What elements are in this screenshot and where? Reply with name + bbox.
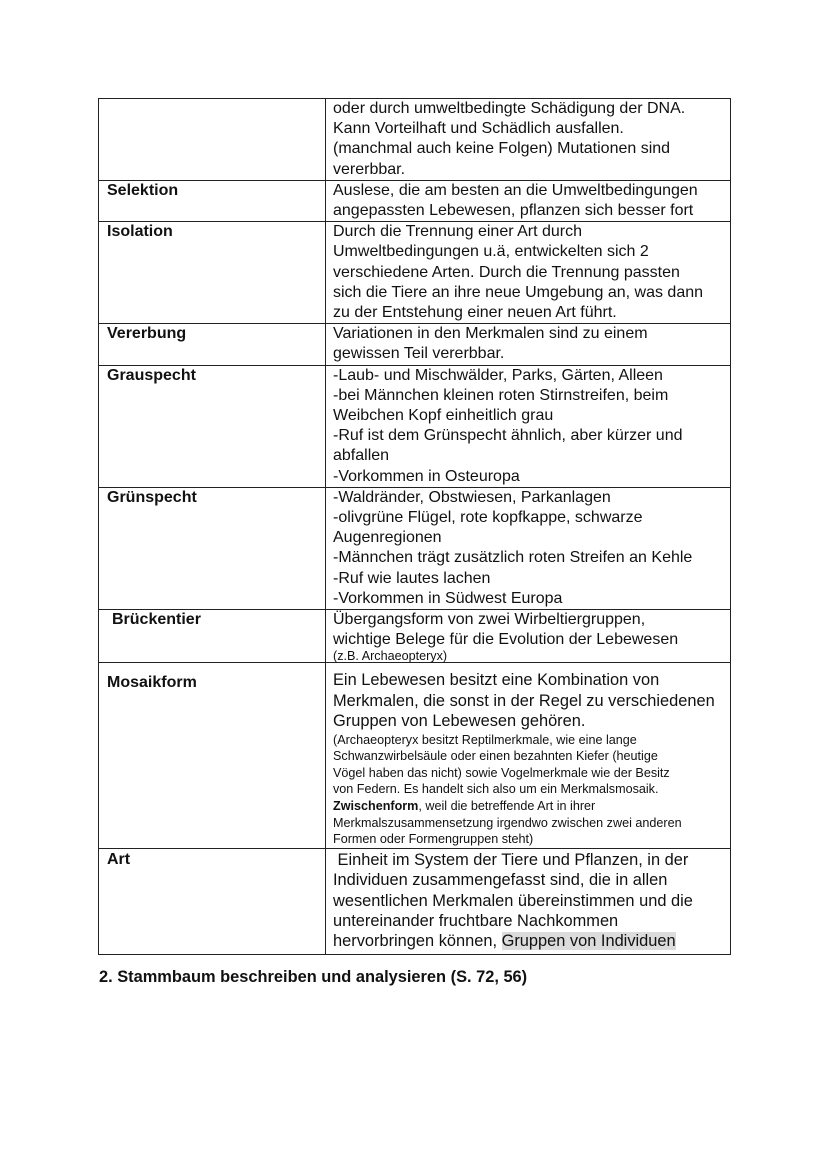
- definition-line: oder durch umweltbedingte Schädigung der DNA.: [333, 100, 686, 117]
- definition-line: -olivgrüne Flügel, rote kopfkappe, schwarze: [333, 509, 643, 527]
- definition-cell: [326, 99, 731, 181]
- definition-line: abfallen: [333, 447, 390, 465]
- definition-line: -Ruf wie lautes lachen: [333, 569, 491, 587]
- definition-line: Weibchen Kopf einheitlich grau: [333, 407, 554, 425]
- definition-line: [333, 931, 726, 951]
- term-cell: Grünspecht: [99, 487, 326, 609]
- definition-line: (manchmal auch keine Folgen) Mutationen sind: [333, 140, 671, 158]
- definition-line: -Männchen trägt zusätzlich roten Streifen an Kehle: [333, 549, 693, 567]
- definition-note-line: Schwanzwirbelsäule oder einen bezahnten Kiefer (heutige: [333, 749, 658, 764]
- note-text: , weil die betreffende Art in ihrer: [418, 799, 596, 814]
- definition-line: angepassten Lebewesen, pflanzen sich besser fort: [333, 202, 694, 220]
- term-cell: Mosaikform: [99, 663, 326, 848]
- definition-cell: [326, 222, 731, 324]
- definition-note-line: (z.B. Archaeopteryx): [333, 649, 448, 664]
- glossary-table: [98, 98, 731, 955]
- definition-line: -Waldränder, Obstwiesen, Parkanlagen: [333, 488, 611, 506]
- definition-line: Durch die Trennung einer Art durch: [333, 223, 583, 241]
- term-cell: Vererbung: [99, 324, 326, 365]
- definition-cell: [326, 610, 731, 663]
- line-text: hervorbringen können,: [333, 932, 502, 951]
- definition-line: -bei Männchen kleinen roten Stirnstreifen, beim: [333, 386, 669, 404]
- definition-note-line: [333, 798, 726, 815]
- definition-line: Variationen in den Merkmalen sind zu einem: [333, 325, 648, 343]
- term-cell: Isolation: [99, 222, 326, 324]
- definition-line: Gruppen von Lebewesen gehören.: [333, 712, 586, 731]
- bold-term: Zwischenform: [333, 799, 419, 814]
- term-cell: Art: [99, 848, 326, 954]
- definition-line: -Vorkommen in Südwest Europa: [333, 589, 563, 607]
- definition-line: Umweltbedingungen u.ä, entwickelten sich 2: [333, 243, 649, 261]
- table-row: [99, 848, 731, 954]
- definition-line: Übergangsform von zwei Wirbeltiergruppen,: [333, 611, 646, 629]
- term-cell: [99, 99, 326, 181]
- table-row: [99, 324, 731, 365]
- definition-line: -Vorkommen in Osteuropa: [333, 467, 520, 485]
- table-row: [99, 222, 731, 324]
- definition-cell: [326, 365, 731, 487]
- definition-line: untereinander fruchtbare Nachkommen: [333, 912, 619, 931]
- definition-cell: [326, 487, 731, 609]
- table-row: [99, 610, 731, 663]
- definition-note-line: von Federn. Es handelt sich also um ein Merkmalsmosaik.: [333, 782, 659, 797]
- table-row: [99, 663, 731, 848]
- definition-line: vererbbar.: [333, 160, 406, 178]
- definition-note-line: Vögel haben das nicht) sowie Vogelmerkmale wie der Besitz: [333, 765, 670, 780]
- definition-line: Kann Vorteilhaft und Schädlich ausfallen.: [333, 120, 624, 138]
- table-row: [99, 180, 731, 221]
- definition-line: sich die Tiere an ihre neue Umgebung an, was dann: [333, 283, 704, 301]
- definition-cell: [326, 324, 731, 365]
- term-cell: Grauspecht: [99, 365, 326, 487]
- definition-line: Merkmalen, die sonst in der Regel zu verschiedenen: [333, 691, 715, 710]
- definition-line: Ein Lebewesen besitzt eine Kombination von: [333, 671, 660, 690]
- definition-line: -Laub- und Mischwälder, Parks, Gärten, Alleen: [333, 366, 663, 384]
- term-cell: Brückentier: [99, 610, 326, 663]
- term-cell: Selektion: [99, 180, 326, 221]
- table-row: [99, 365, 731, 487]
- definition-cell: [326, 848, 731, 954]
- definition-note-line: Formen oder Formengruppen steht): [333, 832, 534, 847]
- definition-line: wichtige Belege für die Evolution der Lebewesen: [333, 631, 679, 649]
- definition-cell: [326, 180, 731, 221]
- definition-line: -Ruf ist dem Grünspecht ähnlich, aber kürzer und: [333, 427, 683, 445]
- definition-line: Augenregionen: [333, 529, 442, 547]
- section-heading: 2. Stammbaum beschreiben und analysieren (S. 72, 56): [99, 968, 528, 986]
- definition-line: Einheit im System der Tiere und Pflanzen, in der: [333, 850, 689, 869]
- definition-note-line: Merkmalszusammensetzung irgendwo zwischen zwei anderen: [333, 815, 682, 830]
- definition-line: zu der Entstehung einer neuen Art führt.: [333, 304, 617, 322]
- table-row: [99, 99, 731, 181]
- definition-cell: [326, 663, 731, 848]
- definition-line: wesentlichen Merkmalen übereinstimmen und die: [333, 891, 693, 910]
- definition-note-line: (Archaeopteryx besitzt Reptilmerkmale, wie eine lange: [333, 732, 637, 747]
- highlighted-text: Gruppen von Individuen: [501, 932, 676, 951]
- definition-line: Individuen zusammengefasst sind, die in allen: [333, 871, 668, 890]
- definition-line: gewissen Teil vererbbar.: [333, 345, 505, 363]
- definition-line: Auslese, die am besten an die Umweltbedingungen: [333, 181, 698, 199]
- definition-line: verschiedene Arten. Durch die Trennung passten: [333, 263, 680, 281]
- table-row: [99, 487, 731, 609]
